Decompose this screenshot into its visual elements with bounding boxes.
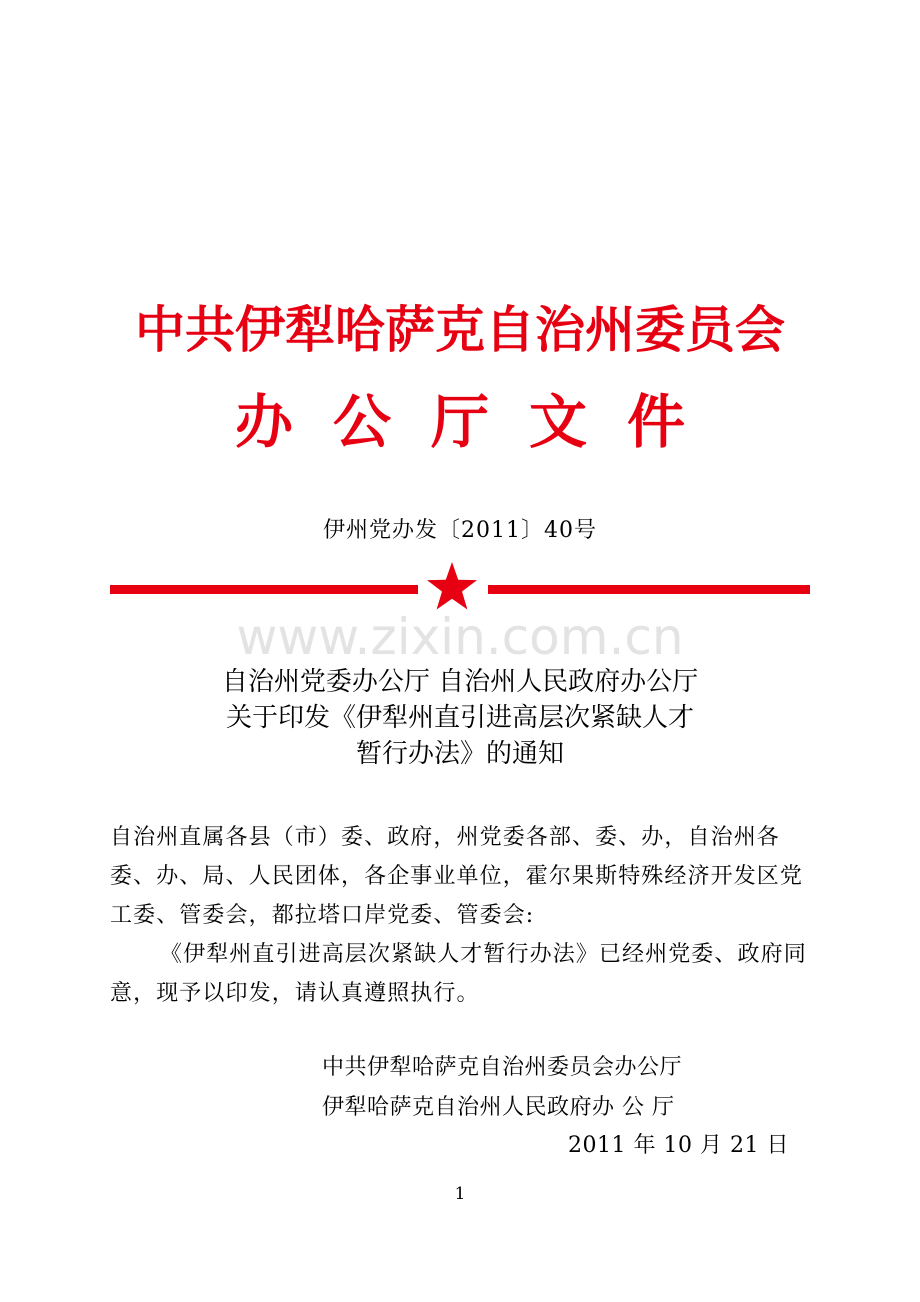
separator-line-left xyxy=(110,585,418,594)
issuer-party-office: 中共伊犁哈萨克自治州委员会办公厅 xyxy=(322,1055,683,1080)
document-number: 伊州党办发〔2011〕40号 xyxy=(323,518,597,543)
content-paragraph: 《伊犁州直引进高层次紧缺人才暂行办法》已经州党委、政府同意，现予以印发，请认真遵照执行。 xyxy=(110,942,807,1006)
issuer-government-office: 伊犁哈萨克自治州人民政府办 公 厅 xyxy=(322,1095,675,1120)
title-line-1: 自治州党委办公厅 自治州人民政府办公厅 xyxy=(221,667,699,697)
notice-title xyxy=(0,664,920,772)
title-line-3: 暂行办法》的通知 xyxy=(355,739,564,769)
separator-line-right xyxy=(488,585,810,594)
org-header: 中共伊犁哈萨克自治州委员会 xyxy=(135,301,785,359)
addressees-paragraph: 自治州直属各县（市）委、政府，州党委各部、委、办，自治州各委、办、局、人民团体，各企事业单位，霍尔果斯特殊经济开发区党工委、管委会，都拉塔口岸党委、管委会: xyxy=(110,825,804,928)
watermark: www.zixin.com.cn xyxy=(236,608,684,666)
body-text xyxy=(110,818,812,1013)
issue-date: 2011 年 10 月 21 日 xyxy=(568,1133,789,1158)
title-line-2: 关于印发《伊犁州直引进高层次紧缺人才 xyxy=(225,703,694,733)
doc-type-header: 办公厅文件 xyxy=(234,388,725,456)
page-number: 1 xyxy=(454,1184,466,1204)
